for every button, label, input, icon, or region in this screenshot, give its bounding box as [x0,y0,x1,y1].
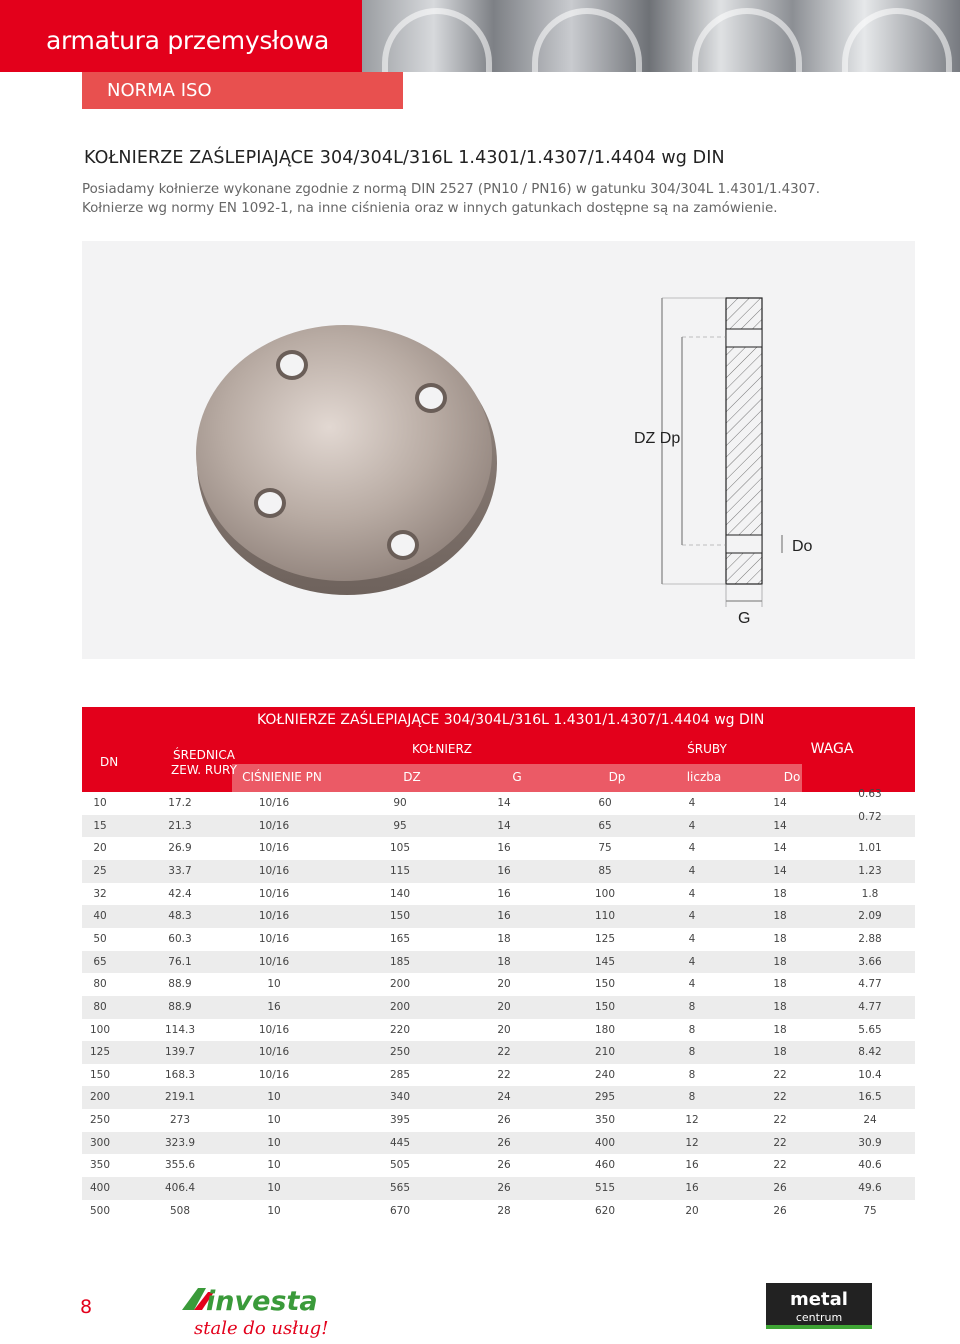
table-cell: 100 [89,1023,111,1036]
table-cell: 10/16 [258,887,290,900]
table-row [82,1154,915,1177]
table-cell: 80 [93,978,107,991]
table-cell: 100 [594,887,616,900]
table-cell: 10/16 [258,797,290,809]
table-cell: 508 [169,1204,191,1217]
table-cell: 33.7 [168,864,192,877]
table-row [82,905,915,928]
table-cell: 285 [389,1068,411,1081]
table-cell: 10/16 [258,932,290,945]
table-cell: 26 [773,1204,787,1217]
norm-label: NORMA ISO [107,80,212,101]
table-cell: 10/16 [258,842,290,855]
description-line-2: Kołnierze wg normy EN 1092-1, na inne ciśnienia oraz w innych gatunkach dostępne są na zamówienie. [82,201,778,216]
table-cell: 16 [267,1000,281,1013]
section-description [82,180,902,218]
table-cell: 88.9 [168,1000,192,1013]
table-row [82,1086,915,1109]
table-row [82,996,915,1019]
table-cell: 200 [89,1091,111,1104]
header-liczba: liczba [686,770,722,784]
table-cell: 110 [594,910,616,923]
table-cell: 26 [497,1182,511,1195]
table-cell: 15 [93,819,107,832]
table-cell: 14 [773,864,787,877]
table-row [82,788,915,815]
table-cell: 60.3 [168,932,192,945]
table-row [82,928,915,951]
table-row [82,951,915,974]
table-cell: 26 [497,1136,511,1149]
table-cell: 48.3 [168,910,192,923]
table-cell: 25 [93,864,107,877]
header-pipes-photo [362,0,960,72]
table-row [82,1200,915,1223]
table-cell: 16 [685,1159,699,1172]
table-cell: 150 [89,1068,111,1081]
table-cell: 22 [773,1159,787,1172]
table-cell: 18 [773,955,787,968]
table-cell: 395 [389,1114,411,1127]
table-cell: 26 [497,1159,511,1172]
header-zew-rury: ZEW. RURY [171,763,237,777]
table-cell: 28 [497,1204,511,1217]
header-dz: DZ [403,770,421,784]
table-cell: 150 [594,1000,616,1013]
table-cell: 350 [89,1159,111,1172]
table-cell: 75 [598,842,612,855]
table-cell: 400 [594,1136,616,1149]
table-cell: 76.1 [168,955,192,968]
table-cell: 4 [688,932,696,945]
table-cell: 18 [773,887,787,900]
table-cell: 14 [773,797,787,809]
table-cell: 125 [89,1046,111,1059]
table-cell-weight: 16.5 [858,1091,882,1104]
table-cell: 65 [93,955,107,968]
table-cell: 16 [497,842,511,855]
table-cell: 18 [497,932,511,945]
table-cell: 8 [688,1000,696,1013]
table-cell-weight: 1.8 [861,887,879,900]
table-row [82,1041,915,1064]
label-do: Do [792,538,813,555]
table-cell: 65 [598,819,612,832]
table-cell: 14 [497,797,511,809]
header-do: Do [783,770,801,784]
table-cell: 4 [688,955,696,968]
label-g: G [738,610,751,627]
page-header-title: armatura przemysłowa [46,26,330,55]
table-cell-weight: 1.23 [858,864,882,877]
table-cell: 20 [497,1000,511,1013]
table-cell: 18 [773,1023,787,1036]
table-cell: 22 [773,1068,787,1081]
table-cell: 10/16 [258,819,290,832]
metal-logo-line2: centrum [795,1311,843,1324]
table-cell: 16 [497,910,511,923]
table-cell: 210 [594,1046,616,1059]
table-cell: 114.3 [164,1023,196,1036]
table-cell: 515 [594,1182,616,1195]
investa-wordmark: investa [206,1286,318,1317]
table-cell: 125 [594,932,616,945]
metal-logo-stripe [766,1325,872,1329]
table-cell: 8 [688,1068,696,1081]
table-cell: 20 [497,1023,511,1036]
table-cell: 8 [688,1046,696,1059]
table-cell: 10 [267,1136,281,1149]
table-cell: 10/16 [258,1068,290,1081]
table-cell: 505 [389,1159,411,1172]
table-cell: 200 [389,1000,411,1013]
table-cell: 406.4 [164,1182,196,1195]
table-cell: 350 [594,1114,616,1127]
table-cell: 42.4 [168,887,192,900]
table-cell: 10/16 [258,1023,290,1036]
description-line-1: Posiadamy kołnierze wykonane zgodnie z normą DIN 2527 (PN10 / PN16) w gatunku 304/304L 1.4301/1.4307. [82,182,820,197]
table-cell: 4 [688,842,696,855]
table-cell: 240 [594,1068,616,1081]
table-cell-weight: 4.77 [858,978,882,991]
table-cell-weight: 75 [863,1204,877,1217]
table-cell: 32 [93,887,107,900]
table-cell: 14 [497,819,511,832]
table-cell: 400 [89,1182,111,1195]
table-cell: 18 [773,1000,787,1013]
metal-logo-line1: metal [790,1289,848,1310]
table-cell: 295 [594,1091,616,1104]
table-cell: 16 [497,887,511,900]
table-cell: 460 [594,1159,616,1172]
header-dn: DN [100,755,119,769]
table-cell: 4 [688,797,696,809]
table-cell: 445 [389,1136,411,1149]
table-cell: 80 [93,1000,107,1013]
table-cell: 20 [685,1204,699,1217]
table-row [82,860,915,883]
table-cell: 10 [267,1159,281,1172]
table-row [82,1064,915,1087]
investa-logo [180,1282,330,1342]
table-cell-weight: 4.77 [858,1000,882,1013]
table-row [82,1177,915,1200]
table-cell-weight: 2.88 [858,932,882,945]
table-cell: 340 [389,1091,411,1104]
table-cell: 4 [688,864,696,877]
table-cell: 10 [267,1114,281,1127]
table-cell: 139.7 [164,1046,196,1059]
table-cell: 16 [497,864,511,877]
section-title: KOŁNIERZE ZAŚLEPIAJĄCE 304/304L/316L 1.4301/1.4307/1.4404 wg DIN [84,148,725,168]
table-cell: 17.2 [168,797,192,809]
table-cell: 565 [389,1182,411,1195]
table-cell: 10 [267,1204,281,1217]
table-cell: 273 [169,1114,191,1127]
page-number: 8 [80,1296,93,1318]
table-cell: 24 [497,1091,511,1104]
table-cell: 26 [773,1182,787,1195]
table-cell-weight: 30.9 [858,1136,882,1149]
table-cell: 180 [594,1023,616,1036]
table-cell: 18 [773,1046,787,1059]
table-cell: 22 [497,1046,511,1059]
table-cell: 10/16 [258,910,290,923]
metal-centrum-logo [766,1283,872,1329]
header-sruby: ŚRUBY [687,742,727,756]
table-cell: 88.9 [168,978,192,991]
table-cell-weight: 40.6 [858,1159,882,1172]
table-cell: 90 [393,797,407,809]
table-cell: 4 [688,819,696,832]
header-kolnierz: KOŁNIERZ [411,742,473,756]
header-dp: Dp [608,770,626,784]
header-srednica: ŚREDNICA [173,748,235,762]
table-cell-weight: 0.63 [858,788,882,800]
table-cell: 4 [688,887,696,900]
table-cell: 18 [773,910,787,923]
table-row [82,1109,915,1132]
table-cell: 168.3 [164,1068,196,1081]
table-cell: 200 [389,978,411,991]
table-cell: 355.6 [164,1159,196,1172]
table-cell: 20 [93,842,107,855]
table-cell: 620 [594,1204,616,1217]
table-cell: 250 [389,1046,411,1059]
table-cell: 115 [389,864,411,877]
table-cell-weight: 1.01 [858,842,882,855]
table-cell: 18 [773,978,787,991]
table-title: KOŁNIERZE ZAŚLEPIAJĄCE 304/304L/316L 1.4301/1.4307/1.4404 wg DIN [257,712,765,728]
table-cell: 10/16 [258,1046,290,1059]
table-cell: 10 [267,978,281,991]
table-cell-weight: 8.42 [858,1046,882,1059]
table-cell-weight: 49.6 [858,1182,882,1195]
table-cell: 4 [688,978,696,991]
table-cell: 10/16 [258,955,290,968]
table-cell: 4 [688,910,696,923]
table-cell: 14 [773,842,787,855]
table-cell: 300 [89,1136,111,1149]
table-cell-weight: 5.65 [858,1023,882,1036]
table-cell: 22 [497,1068,511,1081]
table-cell: 12 [685,1114,699,1127]
table-cell: 21.3 [168,819,192,832]
table-cell: 8 [688,1023,696,1036]
table-cell-weight: 2.09 [858,910,882,923]
table-cell: 150 [594,978,616,991]
table-cell: 26 [497,1114,511,1127]
flange-photo [196,325,497,595]
table-cell: 10 [267,1182,281,1195]
table-cell: 140 [389,887,411,900]
table-cell: 18 [497,955,511,968]
table-row [82,837,915,860]
table-cell: 670 [389,1204,411,1217]
table-cell: 14 [773,819,787,832]
header-cisnienie-pn: CIŚNIENIE PN [242,770,322,784]
table-cell: 10/16 [258,864,290,877]
table-cell: 50 [93,932,107,945]
table-cell: 26.9 [168,842,192,855]
table-cell: 40 [93,910,107,923]
table-cell: 22 [773,1091,787,1104]
table-cell: 185 [389,955,411,968]
table-cell: 12 [685,1136,699,1149]
table-cell: 95 [393,819,407,832]
table-cell: 85 [598,864,612,877]
table-cell: 22 [773,1114,787,1127]
table-cell: 323.9 [164,1136,196,1149]
product-image-panel [82,241,915,659]
table-cell: 150 [389,910,411,923]
table-cell: 22 [773,1136,787,1149]
table-cell: 105 [389,842,411,855]
table-cell-weight: 24 [863,1114,877,1127]
table-row [82,973,915,996]
flange-technical-drawing [634,298,813,627]
table-row [82,1019,915,1042]
table-cell: 250 [89,1114,111,1127]
table-cell: 165 [389,932,411,945]
table-row [82,1132,915,1155]
table-cell: 10 [93,797,107,809]
investa-slogan: stale do usług! [194,1318,329,1339]
table-cell: 220 [389,1023,411,1036]
table-cell: 10 [267,1091,281,1104]
label-dz-dp: DZ Dp [634,430,681,447]
table-row [82,883,915,906]
table-cell: 16 [685,1182,699,1195]
table-cell: 219.1 [164,1091,196,1104]
table-cell: 20 [497,978,511,991]
table-cell-weight: 3.66 [858,955,882,968]
table-cell: 60 [598,797,612,809]
table-cell: 500 [89,1204,111,1217]
table-cell-weight: 10.4 [858,1068,882,1081]
flange-illustration [82,241,915,659]
header-waga: WAGA [810,741,854,757]
table-row [82,810,915,838]
table-cell-weight: 0.72 [858,810,882,823]
table-cell: 8 [688,1091,696,1104]
table-cell: 18 [773,932,787,945]
table-cell: 145 [594,955,616,968]
header-g: G [512,770,522,784]
